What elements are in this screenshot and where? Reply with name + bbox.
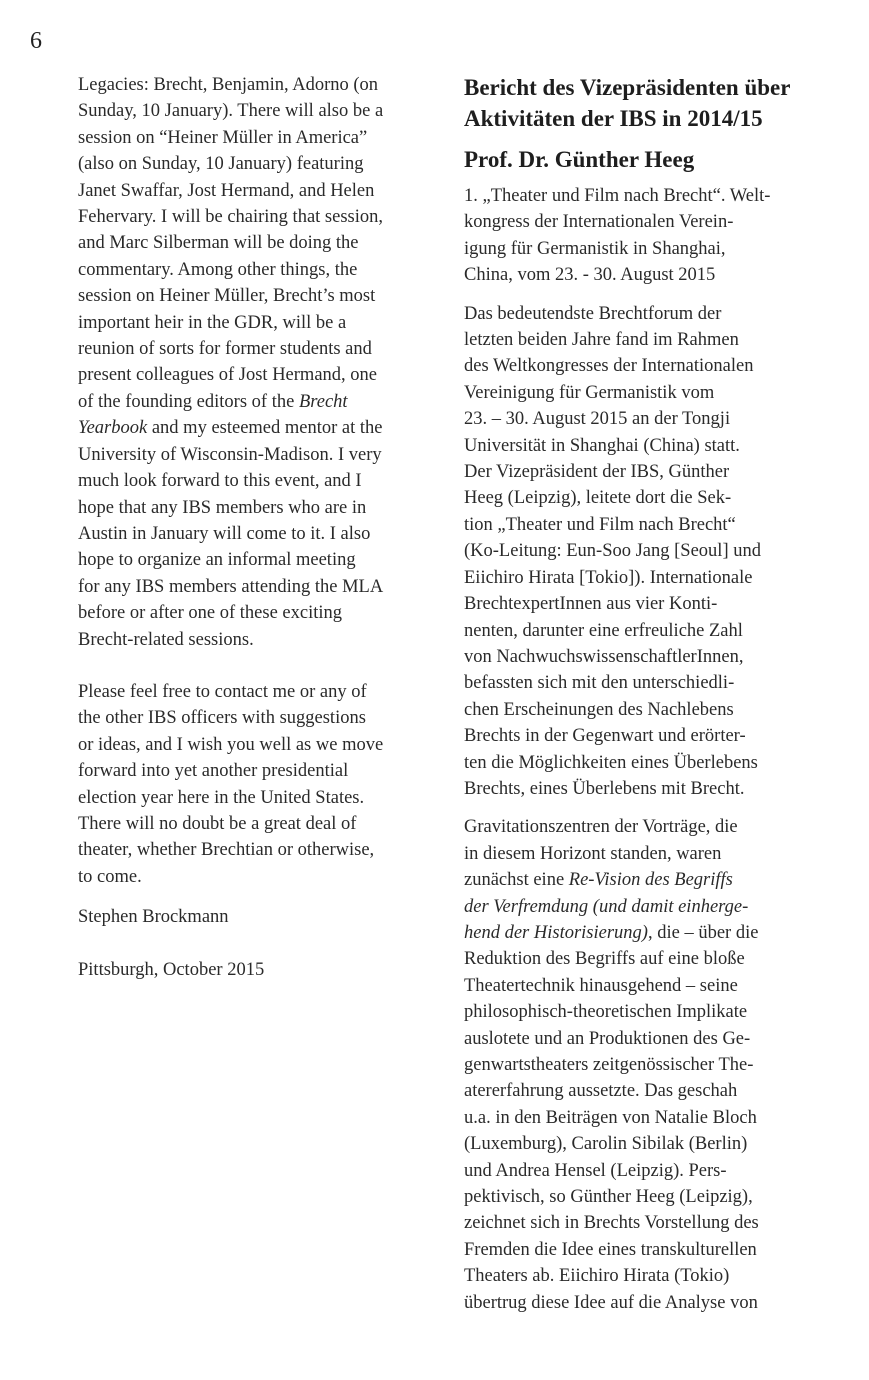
italic-title-brecht-yearbook: Brecht Yearbook <box>78 391 348 439</box>
left-column <box>78 72 448 983</box>
page-number: 6 <box>30 28 42 54</box>
report-heading: Bericht des Vizepräsidenten über Aktivitäten der IBS in 2014/15 <box>464 75 791 131</box>
signature-place-date: Pittsburgh, October 2015 <box>78 959 265 980</box>
body-paragraph: Das bedeutendste Brechtforum der letzten beiden Jahre fand im Rahmen des Weltkongresses der Internationalen Vereinigung für Germanistik vom 23. – 30. August 2015 an der Tongji Universität in Shanghai (China) statt. Der Vizepräsident der IBS, Günther Heeg (Leipzig), leitete dort die Sek- tion „Theater und Film nach Brecht“ (Ko-Leitung: Eun-Soo Jang [Seoul] und Eiichiro Hirata [Tokio]). Internationale BrechtexpertInnen aus vier Konti- nenten, darunter eine erfreuliche Zahl von NachwuchswissenschaftlerInnen, befassten sich mit den unterschiedli- chen Erscheinungen des Nachlebens Brechts in der Gegenwart und erörter- ten die Möglichkeiten eines Überlebens Brechts, eines Überlebens mit Brecht. <box>464 303 761 799</box>
body-paragraph <box>464 814 834 1316</box>
paragraph-text: Legacies: Brecht, Benjamin, Adorno (on Sunday, 10 January). There will also be a session on “Heiner Müller in America” (also on Sunday, 10 January) featuring Janet Swaffar, Jost Hermand, and Helen Fehervary. I will be chairing that session, and Marc Silberman will be doing the commentary. Among other things, the session on Heiner Müller, Brecht’s most important heir in the GDR, will be a reunion of sorts for former students and present colleagues of Jost Hermand, one of the founding editors of the <box>78 75 384 412</box>
paragraph-text: Gravitationszentren der Vorträge, die in diesem Horizont standen, waren zunächst eine <box>464 817 738 891</box>
body-paragraph: Please feel free to contact me or any of the other IBS officers with suggestions or ideas, and I wish you well as we move forward into yet another presidential election year here in the United States. There will no doubt be a great deal of theater, whether Brechtian or otherwise, to come. <box>78 681 384 887</box>
italic-phrase-re-vision: Re-Vision des Begriffs der Verfremdung (und damit einherge- hend der Historisierung) <box>464 870 749 943</box>
body-paragraph <box>78 72 448 653</box>
report-item-1: 1. „Theater und Film nach Brecht“. Welt- kongress der Internationalen Verein- igung für Germanistik in Shanghai, China, vom 23. - 30. August 2015 <box>464 186 771 286</box>
report-author: Prof. Dr. Günther Heeg <box>464 147 695 172</box>
paragraph-text-end: , die – über die Reduktion des Begriffs auf eine bloße Theatertechnik hinausgehend – seine philosophisch-theoretischen Implikate auslotete und an Produktionen des Ge- genwartstheaters zeitgenössischer The- atererfahrung aussetzte. Das geschah u.a. in den Beiträgen von Natalie Bloch (Luxemburg), Carolin Sibilak (Berlin) und Andrea Hensel (Leipzig). Pers- pektivisch, so Günther Heeg (Leipzig), zeichnet sich in Brechts Vorstellung des Fremden die Idee eines transkulturellen Theaters ab. Eiichiro Hirata (Tokio) übertrug diese Idee auf die Analyse von <box>464 922 759 1313</box>
paragraph-text-end: and my esteemed mentor at the University of Wisconsin-Madison. I very much look forward to this event, and I hope that any IBS members who are in Austin in January will come to it. I also hope to organize an informal meeting for any IBS members attending the MLA before or after one of these exciting Brecht-related sessions. <box>78 418 384 650</box>
signature-name: Stephen Brockmann <box>78 907 229 928</box>
right-column <box>464 72 834 1316</box>
